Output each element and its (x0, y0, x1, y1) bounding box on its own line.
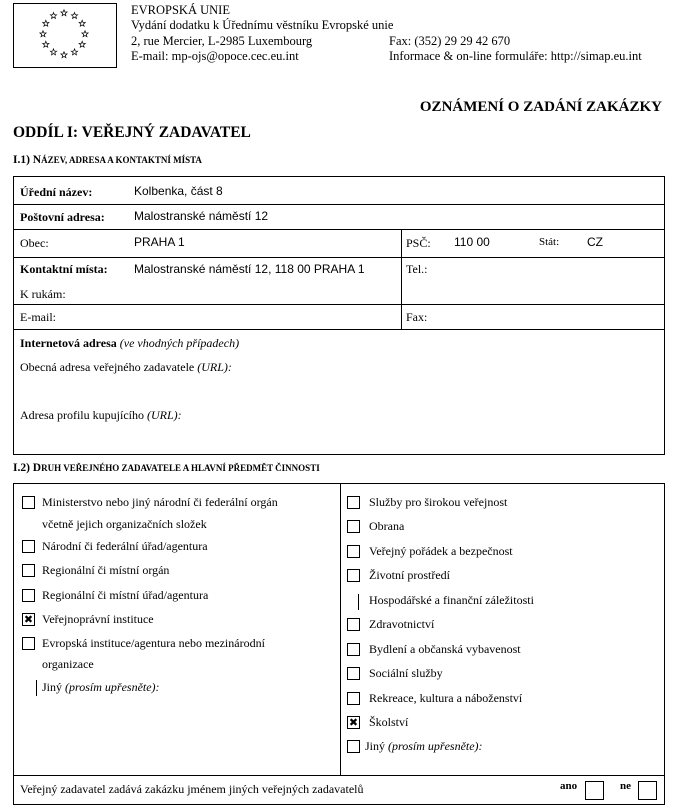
header-address: 2, rue Mercier, L-2985 Luxembourg (131, 34, 313, 48)
country-value[interactable]: CZ (587, 235, 603, 249)
housing-checkbox[interactable] (347, 643, 360, 656)
economic-affairs-label: Hospodářské a finanční záležitosti (369, 593, 534, 607)
official-name-value[interactable]: Kolbenka, část 8 (134, 184, 223, 198)
country-label: Stát: (539, 236, 560, 248)
regional-agency-label: Regionální či místní úřad/agentura (42, 588, 209, 602)
recreation-checkbox[interactable] (347, 692, 360, 705)
public-order-checkbox[interactable] (347, 545, 360, 558)
star-icon (50, 49, 56, 55)
other-right-label: Jiný (prosím upřesněte): (365, 739, 483, 753)
ministry-label: Ministerstvo nebo jiný národní či federální orgán (42, 495, 278, 509)
social-protection-checkbox[interactable] (347, 667, 360, 680)
postal-address-value[interactable]: Malostranské náměstí 12 (134, 209, 269, 223)
other-left-label: Jiný (prosím upřesněte): (42, 680, 160, 694)
general-public-services-label: Služby pro širokou veřejnost (369, 495, 508, 509)
social-protection-label: Sociální služby (369, 666, 443, 680)
eu-flag (13, 3, 117, 68)
star-icon (61, 52, 67, 58)
environment-label: Životní prostředí (369, 568, 450, 582)
no-checkbox[interactable] (638, 781, 657, 800)
postal-address-label: Poštovní adresa: (20, 210, 105, 224)
regional-authority-label: Regionální či místní orgán (42, 563, 170, 577)
regional-authority-checkbox[interactable] (22, 564, 35, 577)
email-label: E-mail: (20, 310, 56, 324)
yes-checkbox[interactable] (585, 781, 604, 800)
star-icon (71, 13, 77, 19)
telephone-label: Tel.: (406, 262, 428, 276)
other-right-checkbox[interactable] (347, 740, 360, 753)
star-icon (79, 20, 85, 26)
general-url-label: Obecná adresa veřejného zadavatele (URL): (20, 360, 232, 374)
contact-points-value[interactable]: Malostranské náměstí 12, 118 00 PRAHA 1 (134, 262, 365, 276)
header-publisher: Vydání dodatku k Úřednímu věstníku Evropské unie (131, 18, 394, 32)
ministry-label-line2: včetně jejich organizačních složek (42, 517, 207, 531)
ministry-checkbox[interactable] (22, 496, 35, 509)
behalf-question: Veřejný zadavatel zadává zakázku jménem jiných veřejných zadavatelů (20, 782, 364, 796)
star-icon (43, 41, 49, 47)
postcode-value[interactable]: 110 00 (454, 235, 490, 249)
environment-checkbox[interactable] (347, 569, 360, 582)
star-icon (61, 10, 67, 16)
no-label: ne (620, 780, 631, 792)
header-org: EVROPSKÁ UNIE (131, 3, 230, 17)
national-agency-checkbox[interactable] (22, 540, 35, 553)
subsection-2-title: I.2) DRUH VEŘEJNÉHO ZADAVATELE A HLAVNÍ PŘEDMĚT ČINNOSTI (13, 462, 320, 474)
eu-stars-icon (14, 4, 114, 65)
authority-type-table (13, 483, 665, 805)
housing-label: Bydlení a občanská vybavenost (369, 642, 521, 656)
public-law-body-checkbox[interactable]: ✖ (23, 613, 34, 626)
public-law-body-label: Veřejnoprávní instituce (42, 612, 154, 626)
yes-label: ano (560, 780, 578, 792)
regional-agency-checkbox[interactable] (22, 589, 35, 602)
contact-points-label: Kontaktní místa: (20, 262, 108, 276)
star-icon (50, 13, 56, 19)
town-value[interactable]: PRAHA 1 (134, 235, 185, 249)
fax-label: Fax: (406, 310, 428, 324)
star-icon (40, 31, 46, 37)
section-title: ODDÍL I: VEŘEJNÝ ZADAVATEL (13, 124, 251, 141)
attention-label: K rukám: (20, 287, 66, 301)
national-agency-label: Národní či federální úřad/agentura (42, 539, 208, 553)
eu-institution-label-line2: organizace (42, 657, 94, 671)
eu-institution-checkbox[interactable] (22, 637, 35, 650)
general-public-services-checkbox[interactable] (347, 496, 360, 509)
health-label: Zdravotnictví (369, 617, 435, 631)
star-icon (82, 31, 88, 37)
defence-label: Obrana (369, 519, 405, 533)
subsection-1-title: I.1) NÁZEV, ADRESA A KONTAKTNÍ MÍSTA (13, 154, 202, 166)
recreation-label: Rekreace, kultura a náboženství (369, 691, 523, 705)
header-fax: Fax: (352) 29 29 42 670 (389, 34, 511, 48)
contact-table (13, 176, 665, 455)
document-title: OZNÁMENÍ O ZADÁNÍ ZAKÁZKY (419, 99, 662, 115)
buyer-profile-label: Adresa profilu kupujícího (URL): (20, 408, 182, 422)
star-icon (43, 20, 49, 26)
defence-checkbox[interactable] (347, 520, 360, 533)
postcode-label: PSČ: (406, 236, 431, 250)
town-label: Obec: (20, 236, 49, 250)
header-info: Informace & on-line formuláře: http://simap.eu.int (389, 49, 642, 63)
internet-address-heading: Internetová adresa (ve vhodných případech) (20, 336, 240, 350)
star-icon (79, 41, 85, 47)
official-name-label: Úřední název: (20, 185, 93, 199)
education-label: Školství (369, 715, 409, 729)
education-checkbox[interactable]: ✖ (348, 716, 359, 729)
health-checkbox[interactable] (347, 618, 360, 631)
public-order-label: Veřejný pořádek a bezpečnost (369, 544, 513, 558)
star-icon (71, 49, 77, 55)
header-email: E-mail: mp-ojs@opoce.cec.eu.int (131, 49, 299, 63)
eu-institution-label: Evropská instituce/agentura nebo mezinárodní (42, 636, 265, 650)
